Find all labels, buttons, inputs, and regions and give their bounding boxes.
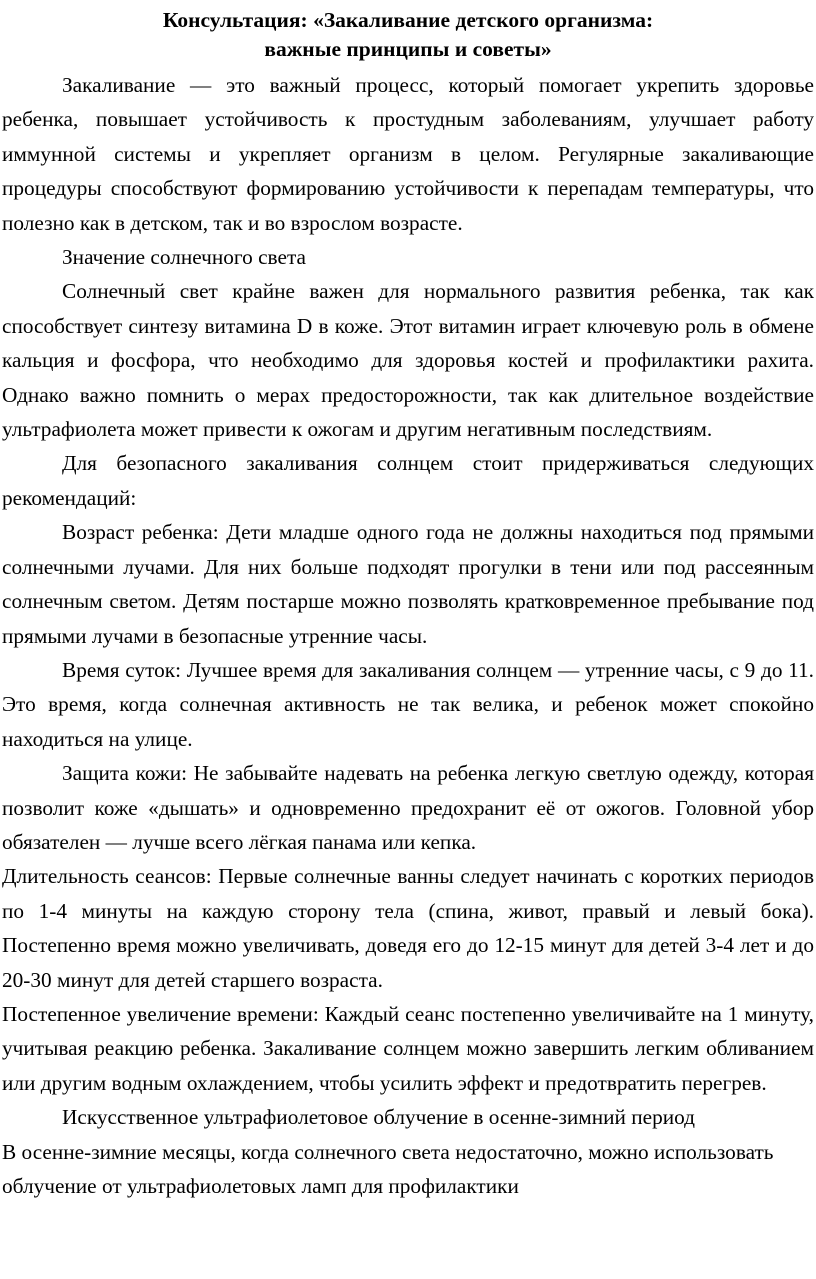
paragraph-uv: В осенне-зимние месяцы, когда солнечного света недостаточно, можно использовать облучение от ультрафиолетовых ламп для профилактики <box>2 1139 774 1198</box>
paragraph-session-duration: Длительность сеансов: Первые солнечные ванны следует начинать с коротких периодов по 1-4 минуты на каждую сторону тела (спина, живот, правый и левый бока). Постепенно время можно увеличивать, доведя его до 12-15 минут для детей 3-4 лет и до 20-30 минут для детей старшего возраста. <box>2 864 814 992</box>
section-heading-uv: Искусственное ультрафиолетовое облучение в осенне-зимний период <box>62 1105 696 1130</box>
paragraph-intro: Закаливание — это важный процесс, который помогает укрепить здоровье ребенка, повышает устойчивость к простудным заболеваниям, улучшает работу иммунной системы и укрепляет организм в целом. Регулярные закаливающие процедуры способствуют формированию устойчивости к перепадам температуры, что полезно как в детском, так и во взрослом возрасте. <box>2 73 814 235</box>
paragraph-child-age: Возраст ребенка: Дети младше одного года не должны находиться под прямыми солнечными лучами. Для них больше подходят прогулки в тени или под рассеянным солнечным светом. Детям постарше можно позволять кратковременное пребывание под прямыми лучами в безопасные утренние часы. <box>2 520 814 648</box>
document-title <box>2 6 814 64</box>
paragraph-sunlight: Солнечный свет крайне важен для нормального развития ребенка, так как способствует синтезу витамина D в коже. Этот витамин играет ключевую роль в обмене кальция и фосфора, что необходимо для здоровья костей и профилактики рахита. Однако важно помнить о мерах предосторожности, так как длительное воздействие ультрафиолета может привести к ожогам и другим негативным последствиям. <box>2 279 814 442</box>
title-line-1: Консультация: «Закаливание детского организма: <box>162 8 654 32</box>
title-line-2: важные принципы и советы» <box>264 37 552 61</box>
paragraph-time-of-day: Время суток: Лучшее время для закаливания солнцем — утренние часы, с 9 до 11. Это время, когда солнечная активность не так велика, и ребенок может спокойно находиться на улице. <box>2 657 814 751</box>
section-heading-sunlight: Значение солнечного света <box>62 245 306 270</box>
paragraph-skin-protection: Защита кожи: Не забывайте надевать на ребенка легкую светлую одежду, которая позволит коже «дышать» и одновременно предохранит её от ожогов. Головной убор обязателен — лучше всего лёгкая панама или кепка. <box>2 761 814 854</box>
paragraph-recommendations-intro: Для безопасного закаливания солнцем стоит придерживаться следующих рекомендаций: <box>2 451 814 510</box>
paragraph-gradual-increase: Постепенное увеличение времени: Каждый сеанс постепенно увеличивайте на 1 минуту, учитывая реакцию ребенка. Закаливание солнцем можно завершить легким обливанием или другим водным охлаждением, чтобы усилить эффект и предотвратить перегрев. <box>2 1001 814 1095</box>
